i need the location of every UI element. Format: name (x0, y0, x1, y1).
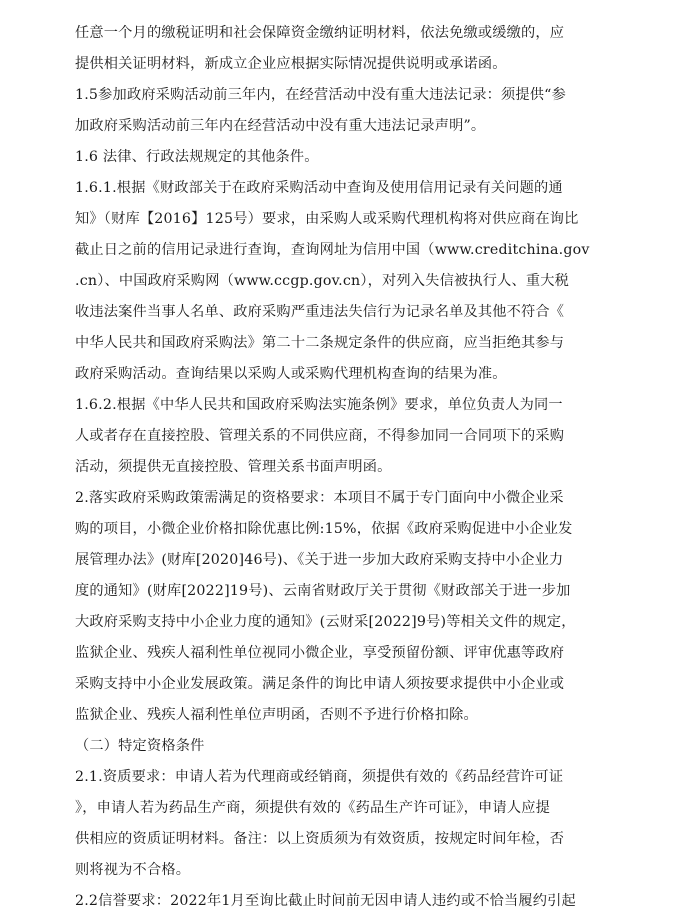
text-line: 购的项目，小微企业价格扣除优惠比例:15%，依据《政府采购促进中小企业发 (75, 521, 573, 537)
text-line: 活动，须提供无直接控股、管理关系书面声明函。 (75, 459, 392, 475)
text-line: 度的通知》(财库[2022]19号)、云南省财政厅关于贯彻《财政部关于进一步加 (75, 583, 571, 599)
text-line: 监狱企业、残疾人福利性单位声明函，否则不予进行价格扣除。 (75, 707, 478, 723)
text-line: 政府采购活动。查询结果以采购人或采购代理机构查询的结果为准。 (75, 366, 507, 382)
text-line: 1.6.2.根据《中华人民共和国政府采购法实施条例》要求，单位负责人为同一 (75, 397, 563, 413)
text-line: 加政府采购活动前三年内在经营活动中没有重大违法记录声明”。 (75, 118, 486, 134)
text-line: 截止日之前的信用记录进行查询，查询网址为信用中国（www.creditchina.gov (75, 242, 590, 258)
text-line: 采购支持中小企业发展政策。满足条件的询比申请人须按要求提供中小企业或 (75, 676, 565, 692)
text-line: 》，申请人若为药品生产商，须提供有效的《药品生产许可证》，申请人应提 (75, 800, 550, 816)
text-line: 则将视为不合格。 (75, 862, 191, 878)
text-line: 1.6.1.根据《财政部关于在政府采购活动中查询及使用信用记录有关问题的通 (75, 180, 563, 196)
text-line: 人或者存在直接控股、管理关系的不同供应商，不得参加同一合同项下的采购 (75, 428, 565, 444)
text-line: 知》（财库【2016】125号）要求，由采购人或采购代理机构将对供应商在询比 (75, 211, 579, 227)
text-line: 展管理办法》(财库[2020]46号)、《关于进一步加大政府采购支持中小企业力 (75, 552, 564, 568)
text-line: 监狱企业、残疾人福利性单位视同小微企业，享受预留份额、评审优惠等政府 (75, 645, 565, 661)
text-line: 2.1.资质要求：申请人若为代理商或经销商，须提供有效的《药品经营许可证 (75, 769, 564, 785)
text-line: 中华人民共和国政府采购法》第二十二条规定条件的供应商，应当拒绝其参与 (75, 335, 565, 351)
text-line: .cn）、中国政府采购网（www.ccgp.gov.cn），对列入失信被执行人、重大税 (75, 273, 570, 289)
section-heading: （二）特定资格条件 (75, 738, 205, 754)
text-line: 供相应的资质证明材料。备注：以上资质须为有效资质，按规定时间年检，否 (75, 831, 565, 847)
text-line: 1.5参加政府采购活动前三年内，在经营活动中没有重大违法记录：须提供“参 (75, 87, 567, 103)
text-line: 提供相关证明材料，新成立企业应根据实际情况提供说明或承诺函。 (75, 56, 507, 72)
text-line: 任意一个月的缴税证明和社会保障资金缴纳证明材料，依法免缴或缓缴的，应 (75, 25, 565, 41)
text-line: 2.落实政府采购政策需满足的资格要求：本项目不属于专门面向中小微企业采 (75, 490, 564, 506)
text-line: 大政府采购支持中小企业力度的通知》(云财采[2022]9号)等相关文件的规定， (75, 614, 576, 630)
text-line: 1.6 法律、行政法规规定的其他条件。 (75, 149, 319, 165)
text-line: 收违法案件当事人名单、政府采购严重违法失信行为记录名单及其他不符合《 (75, 304, 565, 320)
text-line: 2.2信誉要求：2022年1月至询比截止时间前无因申请人违约或不恰当履约引起 (75, 893, 576, 909)
